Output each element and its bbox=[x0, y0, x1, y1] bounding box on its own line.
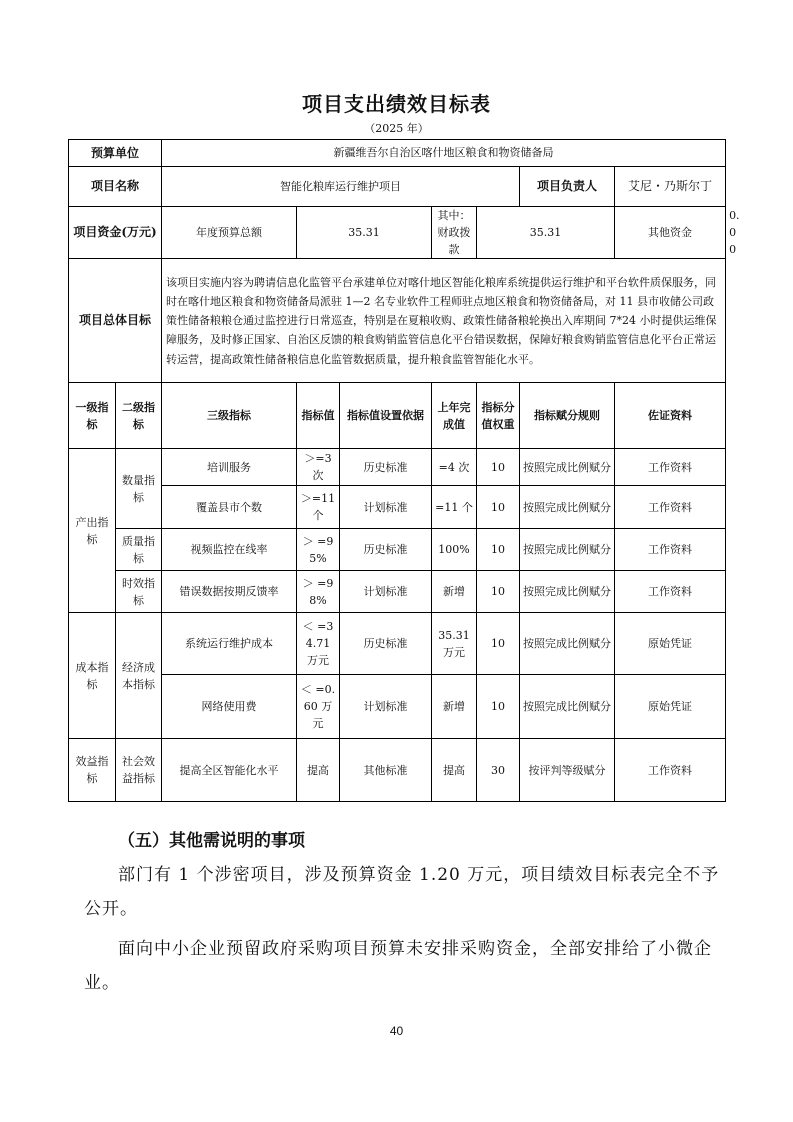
weight-cell: 10 bbox=[477, 571, 520, 613]
basis-cell: 其他标准 bbox=[340, 739, 432, 802]
budget-unit-value: 新疆维吾尔自治区喀什地区粮食和物资储备局 bbox=[162, 140, 726, 167]
annual-budget-value: 35.31 bbox=[297, 207, 432, 259]
weight-cell: 10 bbox=[477, 529, 520, 571]
rule-cell: 按照完成比例赋分 bbox=[520, 613, 615, 675]
col-value-header: 指标值 bbox=[297, 383, 340, 449]
body-paragraph: 部门有 1 个涉密项目，涉及预算资金 1.20 万元，项目绩效目标表完全不予公开。 bbox=[84, 865, 720, 919]
evidence-cell: 工作资料 bbox=[615, 486, 726, 529]
indicator-cell: 覆盖县市个数 bbox=[162, 486, 297, 529]
col-evidence-header: 佐证资料 bbox=[615, 383, 726, 449]
col-level2-header: 二级指标 bbox=[116, 383, 162, 449]
project-funds-label: 项目资金(万元) bbox=[69, 207, 162, 259]
evidence-cell: 原始凭证 bbox=[615, 613, 726, 675]
table-row bbox=[69, 486, 726, 529]
target-value-cell: ＞=11 个 bbox=[297, 486, 340, 529]
basis-cell: 计划标准 bbox=[340, 675, 432, 739]
rule-cell: 按照完成比例赋分 bbox=[520, 449, 615, 486]
basis-cell: 历史标准 bbox=[340, 613, 432, 675]
evidence-cell: 工作资料 bbox=[615, 529, 726, 571]
last-year-cell: 35.31 万元 bbox=[432, 613, 477, 675]
last-year-cell: 新增 bbox=[432, 571, 477, 613]
project-name-row bbox=[69, 167, 726, 207]
target-value-cell: ＞=3 次 bbox=[297, 449, 340, 486]
rule-cell: 按照完成比例赋分 bbox=[520, 486, 615, 529]
overall-goal-row bbox=[69, 259, 726, 383]
last-year-cell: 新增 bbox=[432, 675, 477, 739]
budget-unit-label: 预算单位 bbox=[69, 140, 162, 167]
target-value-cell: ＜ =0.60 万元 bbox=[297, 675, 340, 739]
annual-budget-label: 年度预算总额 bbox=[162, 207, 297, 259]
basis-cell: 计划标准 bbox=[340, 486, 432, 529]
column-header-row bbox=[69, 383, 726, 449]
year-label: （2025 年） bbox=[364, 122, 429, 135]
evidence-cell: 工作资料 bbox=[615, 449, 726, 486]
fiscal-allocation-label: 其中：财政拨款 bbox=[432, 207, 477, 259]
project-funds-row: 项目资金(万元) 年度预算总额 35.31 其中：财政拨款 35.31 其他资金 0.00 bbox=[69, 207, 726, 259]
project-owner-label: 项目负责人 bbox=[520, 167, 615, 207]
table-row bbox=[69, 571, 726, 613]
evidence-cell: 原始凭证 bbox=[615, 675, 726, 739]
indicator-cell: 错误数据按期反馈率 bbox=[162, 571, 297, 613]
level1-cell: 成本指标 bbox=[69, 613, 116, 739]
weight-cell: 10 bbox=[477, 675, 520, 739]
evidence-cell: 工作资料 bbox=[615, 739, 726, 802]
project-name-value: 智能化粮库运行维护项目 bbox=[162, 167, 520, 207]
last-year-cell: =11 个 bbox=[432, 486, 477, 529]
body-paragraph: 面向中小企业预留政府采购项目预算未安排采购资金，全部安排给了小微企业。 bbox=[84, 939, 712, 993]
last-year-cell: 提高 bbox=[432, 739, 477, 802]
overall-goal-label: 项目总体目标 bbox=[69, 259, 162, 383]
last-year-cell: 100% bbox=[432, 529, 477, 571]
level2-cell: 质量指标 bbox=[116, 529, 162, 571]
level2-cell: 经济成本指标 bbox=[116, 613, 162, 739]
level1-cell: 效益指标 bbox=[69, 739, 116, 802]
rule-cell: 按评判等级赋分 bbox=[520, 739, 615, 802]
table-row bbox=[69, 529, 726, 571]
level2-cell: 社会效益指标 bbox=[116, 739, 162, 802]
project-owner-value: 艾尼・乃斯尔丁 bbox=[615, 167, 726, 207]
indicator-cell: 视频监控在线率 bbox=[162, 529, 297, 571]
evidence-cell: 工作资料 bbox=[615, 571, 726, 613]
col-level1-header: 一级指标 bbox=[69, 383, 116, 449]
last-year-cell: =4 次 bbox=[432, 449, 477, 486]
fiscal-allocation-value: 35.31 bbox=[477, 207, 615, 259]
overall-goal-text: 该项目实施内容为聘请信息化监管平台承建单位对喀什地区智能化粮库系统提供运行维护和平台软件质保服务，同时在喀什地区粮食和物资储备局派驻 1—2 名专业软件工程师驻点地区粮食和物资储备局，对 11 县市收储公司政策性储备粮粮仓通过监控进行日常巡查，特别是在夏粮收购、政策性储备粮轮换出入库期间 7*24 小时提供运维保障服务，及时修正国家、自治区反馈的粮食购销监管信息化平台错误数据，保障好粮食购销监管信息化平台正常运转运营，提高政策性储备粮信息化监管数据质量，提升粮食监管智能化水平。 bbox=[162, 259, 726, 383]
indicator-cell: 网络使用费 bbox=[162, 675, 297, 739]
col-rule-header: 指标赋分规则 bbox=[520, 383, 615, 449]
target-value-cell: ＜ =34.71 万元 bbox=[297, 613, 340, 675]
basis-cell: 计划标准 bbox=[340, 571, 432, 613]
page-title: 项目支出绩效目标表 bbox=[302, 92, 491, 116]
col-weight-header: 指标分值权重 bbox=[477, 383, 520, 449]
level2-cell: 时效指标 bbox=[116, 571, 162, 613]
indicator-cell: 系统运行维护成本 bbox=[162, 613, 297, 675]
weight-cell: 10 bbox=[477, 613, 520, 675]
level2-cell: 数量指标 bbox=[116, 449, 162, 529]
col-basis-header: 指标值设置依据 bbox=[340, 383, 432, 449]
table-row bbox=[69, 613, 726, 675]
rule-cell: 按照完成比例赋分 bbox=[520, 529, 615, 571]
target-value-cell: 提高 bbox=[297, 739, 340, 802]
basis-cell: 历史标准 bbox=[340, 449, 432, 486]
target-value-cell: ＞ =95% bbox=[297, 529, 340, 571]
col-level3-header: 三级指标 bbox=[162, 383, 297, 449]
table-row bbox=[69, 675, 726, 739]
col-last-year-header: 上年完成值 bbox=[432, 383, 477, 449]
table-row bbox=[69, 449, 726, 486]
table-row bbox=[69, 739, 726, 802]
indicator-cell: 提高全区智能化水平 bbox=[162, 739, 297, 802]
performance-target-table bbox=[68, 139, 740, 802]
indicator-cell: 培训服务 bbox=[162, 449, 297, 486]
weight-cell: 30 bbox=[477, 739, 520, 802]
level1-cell: 产出指标 bbox=[69, 449, 116, 613]
weight-cell: 10 bbox=[477, 449, 520, 486]
project-name-label: 项目名称 bbox=[69, 167, 162, 207]
rule-cell: 按照完成比例赋分 bbox=[520, 571, 615, 613]
weight-cell: 10 bbox=[477, 486, 520, 529]
other-funds-label: 其他资金 bbox=[615, 207, 726, 259]
basis-cell: 历史标准 bbox=[340, 529, 432, 571]
budget-unit-row bbox=[69, 140, 726, 167]
rule-cell: 按照完成比例赋分 bbox=[520, 675, 615, 739]
page-number: 40 bbox=[389, 1024, 404, 1038]
section-heading: （五）其他需说明的事项 bbox=[118, 831, 305, 851]
target-value-cell: ＞ =98% bbox=[297, 571, 340, 613]
